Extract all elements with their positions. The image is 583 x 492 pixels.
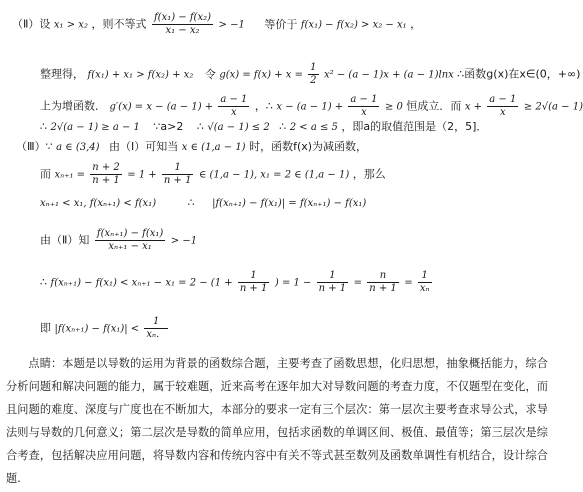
numerator: 1 [418, 270, 432, 283]
denominator: x [231, 107, 237, 118]
text: 等价于 [264, 17, 298, 31]
formula: > −1 [170, 235, 198, 247]
formula: x + [464, 101, 486, 113]
part2-line1 [12, 12, 421, 37]
text: 而 [40, 167, 51, 181]
part3-line1 [16, 140, 367, 155]
punctuation: ， [410, 17, 422, 31]
formula: x − (a − 1) + [276, 101, 347, 113]
text: 由（Ⅰ）可知当 [109, 140, 179, 153]
fraction [487, 94, 518, 119]
text: ∵a>2 [153, 120, 184, 133]
fraction [95, 228, 165, 253]
text: ，∴ [254, 99, 273, 113]
denominator: x [499, 107, 506, 118]
denominator: n + 1 [239, 283, 268, 294]
text: 整理得， [40, 67, 84, 81]
formula: |f(xₙ₊₁) − f(x₁)| < [54, 323, 143, 335]
numerator: 1 [144, 316, 168, 329]
numerator: a − 1 [220, 94, 248, 105]
fraction [317, 270, 349, 295]
text: 恒成立．而 [406, 99, 462, 113]
part3-line6 [40, 316, 170, 341]
formula: f(xₙ₊₁) − f(x₁) < xₙ₊₁ − x₁ = 2 − (1 + [50, 277, 236, 289]
numerator: 1 [310, 62, 317, 73]
text: 即 [40, 321, 51, 335]
fraction [308, 62, 318, 87]
numerator: 1 [162, 162, 194, 175]
numerator: 1 [317, 270, 349, 283]
numerator: f(x₁) − f(x₂) [153, 12, 212, 23]
text: 时，函数f(x)为减函数， [249, 140, 368, 153]
text: （Ⅲ）∵ [16, 140, 53, 153]
formula: f(x₁) + x₁ > f(x₂) + x₂ [87, 69, 194, 81]
denominator: n + 1 [92, 175, 120, 186]
text: 由（Ⅱ）知 [40, 233, 90, 247]
denominator: x [361, 107, 367, 118]
formula: ≥ 2√(a − 1) [523, 101, 583, 113]
formula: = 1 + [127, 169, 160, 181]
text: ，则不等式 [91, 17, 147, 31]
denominator: x₁ − x₂ [165, 25, 200, 36]
formula: ) = 1 − [274, 277, 315, 289]
part2-line4 [40, 120, 487, 135]
text: 上为增函数． [40, 99, 106, 113]
numerator: n + 2 [92, 162, 120, 173]
formula: 2√(a − 1) ≥ a − 1 [50, 122, 140, 133]
text: ∴ [40, 275, 47, 289]
formula: = [404, 277, 416, 289]
denominator: 2 [310, 75, 317, 86]
formula: x ∈ (1,a − 1) [181, 142, 246, 153]
denominator: xₙ [419, 283, 430, 294]
formula: |f(xₙ₊₁) − f(x₁)| = f(xₙ₊₁) − f(x₁) [212, 198, 367, 209]
text: ∴ [187, 196, 195, 209]
text: 令 [204, 67, 216, 81]
fraction [348, 94, 379, 119]
numerator: f(xₙ₊₁) − f(x₁) [96, 228, 164, 239]
formula: xₙ₊₁ = [54, 169, 89, 181]
fraction [418, 270, 432, 295]
part2-line2 [40, 62, 580, 87]
text: ∴ [196, 120, 204, 133]
text: ∴函数g(x)在x∈(0，+∞) [457, 67, 581, 81]
formula: 2 < a ≤ 5 [289, 122, 338, 133]
fraction [152, 12, 213, 37]
numerator: a − 1 [489, 94, 517, 105]
text: ∴ [279, 120, 287, 133]
inequality: > −1 [218, 19, 245, 31]
fraction [144, 316, 168, 341]
part3-line3 [40, 196, 366, 211]
part3-line5 [40, 270, 434, 295]
fraction [218, 94, 249, 119]
text: ，即a的取值范围是（2，5]． [341, 120, 488, 133]
part2-label: （Ⅱ）设 [12, 17, 51, 31]
denominator: n + 1 [318, 283, 347, 294]
formula: ∈ (1,a − 1), x₁ = 2 ∈ (1,a − 1) [198, 169, 350, 181]
part2-line3 [40, 94, 583, 119]
denominator: xₙ₊₁ − x₁ [108, 241, 152, 252]
fraction [90, 162, 122, 187]
text: ∴ [40, 120, 47, 133]
formula: ≥ 0 [384, 101, 403, 113]
numerator: a − 1 [350, 94, 378, 105]
formula: g′(x) = x − (a − 1) + [109, 101, 217, 113]
text: ，那么 [352, 167, 386, 181]
fraction [162, 162, 194, 187]
note-text: 点睛：本题是以导数的运用为背景的函数综合题，主要考查了函数思想，化归思想，抽象概括能力，综合分析问题和解决问题的能力，属于较难题，近来高考在逐年加大对导数问题的考查力度，不仅题型在变化，而且问题的难度、深度与广度也在不断加大，本部分的要求一定有三个层次：第一层次主要考查求导公式，求导法则与导数的几何意义；第二层次是导数的简单应用，包括求函数的单调区间、极值、最值等；第三层次是综合考查，包括解决应用问题，将导数内容和传统内容中有关不等式甚至数列及函数单调性有机结合，设计综合题. [6, 357, 548, 485]
note-paragraph [6, 352, 548, 490]
fraction [367, 270, 399, 295]
formula: f(x₁) − f(x₂) > x₂ − x₁ [300, 19, 407, 31]
part3-line2 [40, 162, 386, 187]
numerator: n [367, 270, 399, 283]
denominator: n + 1 [369, 283, 397, 294]
fraction [238, 270, 270, 295]
formula: a ∈ (3,4) [56, 142, 100, 153]
numerator: 1 [238, 270, 270, 283]
formula: = [353, 277, 366, 289]
condition: x₁ > x₂ [53, 19, 88, 31]
formula: √(a − 1) ≤ 2 [207, 122, 270, 133]
denominator: n + 1 [163, 175, 192, 186]
formula: x² − (a − 1)x + (a − 1)lnx [324, 69, 454, 81]
part3-line4 [40, 228, 197, 253]
formula: xₙ₊₁ < x₁, f(xₙ₊₁) < f(x₁) [40, 198, 157, 209]
formula: g(x) = f(x) + x = [219, 69, 307, 81]
denominator: xₙ． [146, 329, 167, 340]
